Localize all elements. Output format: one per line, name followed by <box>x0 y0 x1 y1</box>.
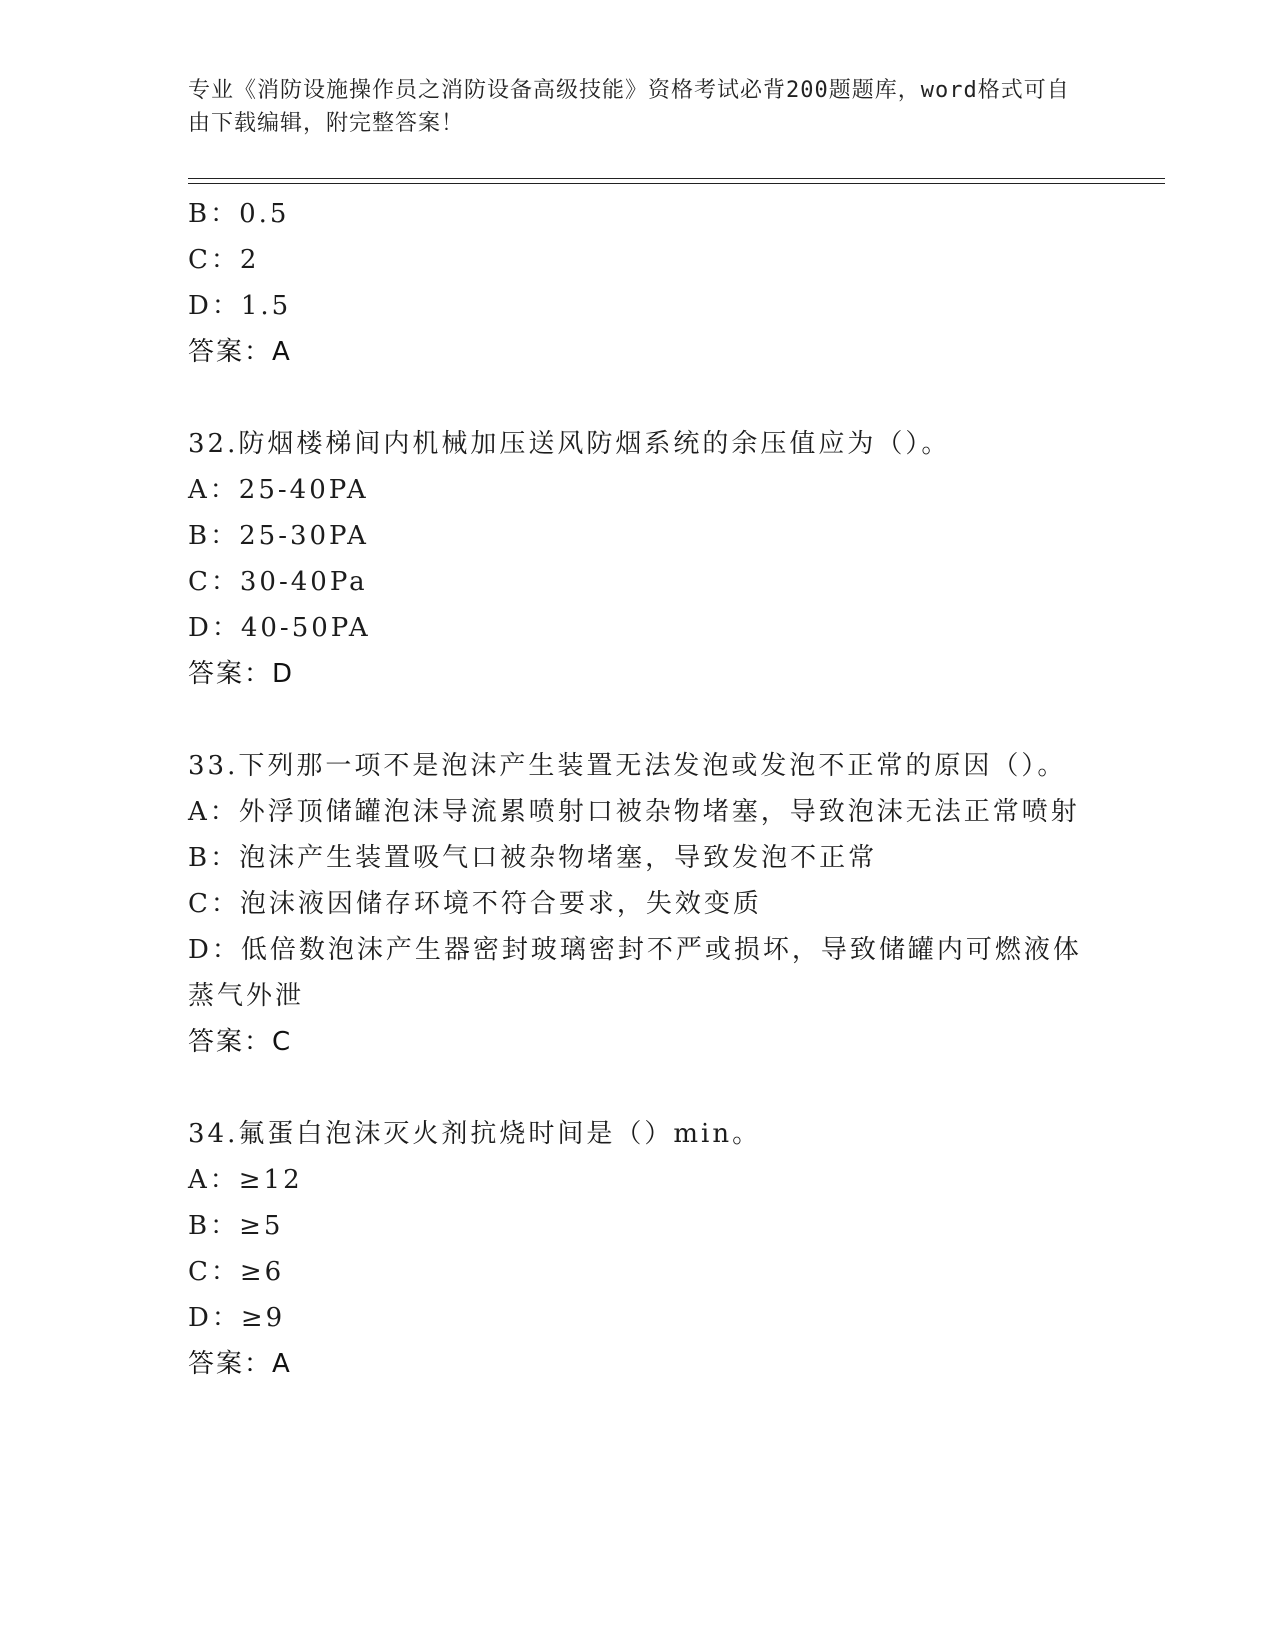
option-b: B：0.5 <box>188 199 290 229</box>
option-b: B：泡沫产生装置吸气口被杂物堵塞，导致发泡不正常 <box>188 843 878 873</box>
header-divider-bottom <box>188 183 1165 184</box>
option-a: A：外浮顶储罐泡沫导流累喷射口被杂物堵塞，导致泡沫无法正常喷射 <box>188 797 1080 827</box>
option-d: D：40-50PA <box>188 613 371 643</box>
answer-line: 答案：C <box>188 1027 293 1057</box>
question-34 <box>188 1111 1088 1387</box>
option-b: B：25-30PA <box>188 521 369 551</box>
question-stem: 34.氟蛋白泡沫灭火剂抗烧时间是（）min。 <box>188 1119 762 1149</box>
document-header: 专业《消防设施操作员之消防设备高级技能》资格考试必背200题题库，word格式可自由下载编辑，附完整答案！ <box>188 78 1070 136</box>
option-c: C：30-40Pa <box>188 567 368 597</box>
option-d: D：低倍数泡沫产生器密封玻璃密封不严或损坏，导致储罐内可燃液体蒸气外泄 <box>188 935 1082 1011</box>
question-31-continued <box>188 191 1088 375</box>
question-stem: 33.下列那一项不是泡沫产生装置无法发泡或发泡不正常的原因（）。 <box>188 751 1067 781</box>
question-33 <box>188 743 1088 1065</box>
question-32 <box>188 421 1088 697</box>
header-divider-top <box>188 178 1165 179</box>
answer-line: 答案：D <box>188 659 295 689</box>
spacer <box>188 375 1088 421</box>
option-c: C：2 <box>188 245 260 275</box>
option-b: B：≥5 <box>188 1211 284 1241</box>
answer-line: 答案：A <box>188 1349 292 1379</box>
spacer <box>188 697 1088 743</box>
question-list <box>188 191 1088 1387</box>
answer-line: 答案：A <box>188 337 292 367</box>
option-c: C：泡沫液因储存环境不符合要求，失效变质 <box>188 889 762 919</box>
option-a: A：≥12 <box>188 1165 303 1195</box>
option-d: D：1.5 <box>188 291 292 321</box>
option-a: A：25-40PA <box>188 475 369 505</box>
question-stem: 32.防烟楼梯间内机械加压送风防烟系统的余压值应为（）。 <box>188 429 951 459</box>
spacer <box>188 1065 1088 1111</box>
option-c: C：≥6 <box>188 1257 285 1287</box>
option-d: D：≥9 <box>188 1303 286 1333</box>
